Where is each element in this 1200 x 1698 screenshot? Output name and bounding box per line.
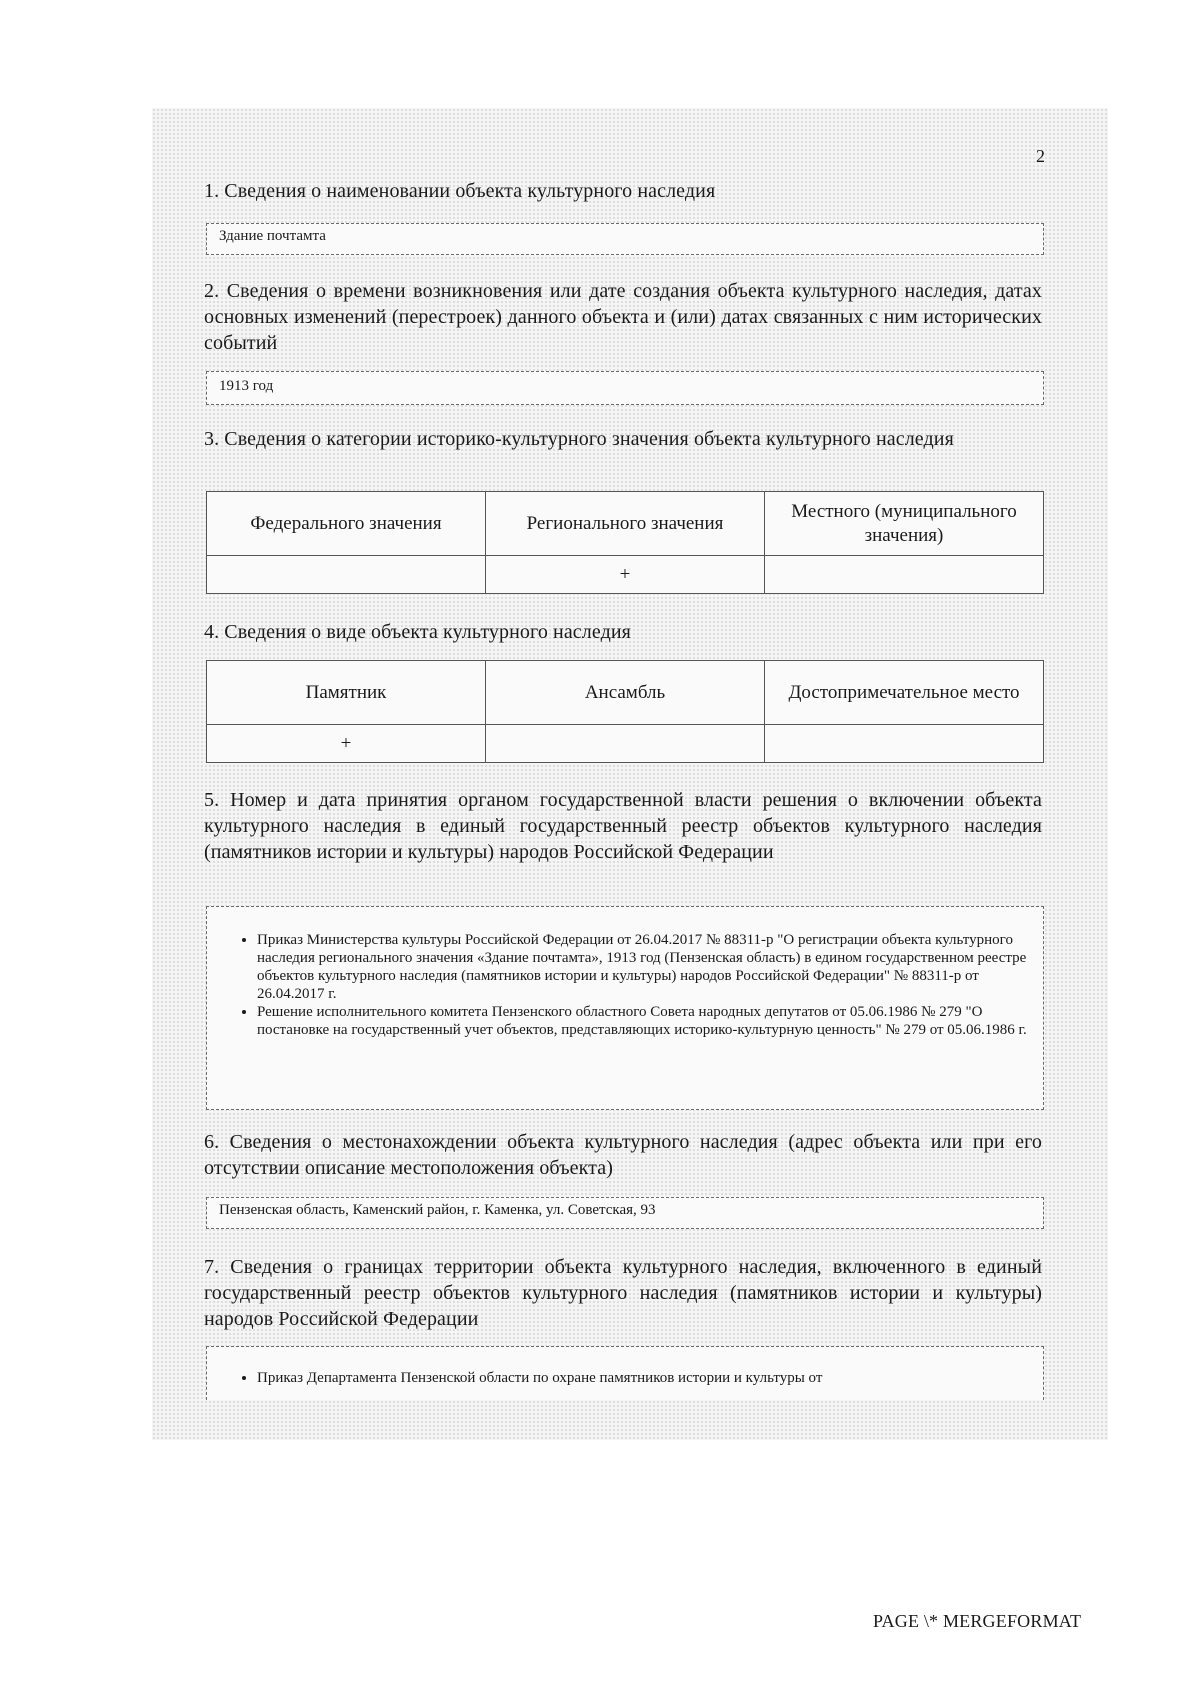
section-6-value: Пензенская область, Каменский район, г. Каменка, ул. Советская, 93: [206, 1197, 1044, 1229]
section-3-table: [206, 491, 1044, 594]
section-2-value: 1913 год: [206, 371, 1044, 405]
category-regional-mark: +: [486, 556, 765, 594]
section-6-heading: 6. Сведения о местонахождении объекта культурного наследия (адрес объекта или при его отсутствии описание местоположения объекта): [204, 1131, 1042, 1179]
type-landmark-header: Достопримечательное место: [765, 661, 1044, 725]
section-3-heading: 3. Сведения о категории историко-культурного значения объекта культурного наследия: [204, 428, 954, 450]
category-federal-header: Федерального значения: [207, 492, 486, 556]
list-item: • Приказ Департамента Пензенской области по охране памятников истории и культуры от: [257, 1369, 1043, 1387]
section-1-heading: 1. Сведения о наименовании объекта культурного наследия: [204, 180, 716, 202]
type-monument-mark: +: [207, 725, 486, 763]
section-5-box: [206, 906, 1044, 1110]
list-item: • Приказ Министерства культуры Российской Федерации от 26.04.2017 № 88311-р "О регистрации объекта культурного наследия регионального значения «Здание почтамта», 1913 год (Пензенская область) в едином государственном реестре объектов культурного наследия (памятников истории и культуры) народов Российской Федерации" № 88311-р от 26.04.2017 г.: [257, 931, 1043, 1003]
page-number: 2: [1036, 146, 1045, 166]
type-landmark-mark: [765, 725, 1044, 763]
section-4-table: [206, 660, 1044, 763]
boundaries-list: [207, 1369, 1043, 1387]
registry-decisions-list: [207, 931, 1043, 1039]
type-ensemble-mark: [486, 725, 765, 763]
section-2-heading: 2. Сведения о времени возникновения или дате создания объекта культурного наследия, датах основных изменений (перестроек) данного объекта и (или) датах связанных с ним исторических событий: [204, 280, 1042, 354]
category-local-mark: [765, 556, 1044, 594]
section-4-heading: 4. Сведения о виде объекта культурного наследия: [204, 621, 631, 643]
section-1-value: Здание почтамта: [206, 223, 1044, 255]
section-7-heading: 7. Сведения о границах территории объекта культурного наследия, включенного в единый государственный реестр объектов культурного наследия (памятников истории и культуры) народов Российской Федерации: [204, 1256, 1042, 1330]
category-local-header: Местного (муниципального значения): [765, 492, 1044, 556]
type-ensemble-header: Ансамбль: [486, 661, 765, 725]
section-7-box: [206, 1346, 1044, 1400]
section-5-heading: 5. Номер и дата принятия органом государственной власти решения о включении объекта культурного наследия в единый государственный реестр объектов культурного наследия (памятников истории и культуры) народов Российской Федерации: [204, 789, 1042, 863]
type-monument-header: Памятник: [207, 661, 486, 725]
category-federal-mark: [207, 556, 486, 594]
page-footer-field: PAGE \* MERGEFORMAT: [873, 1611, 1082, 1631]
list-item: • Решение исполнительного комитета Пензенского областного Совета народных депутатов от 05.06.1986 № 279 "О постановке на государственный учет объектов, представляющих историко-культурную ценность" № 279 от 05.06.1986 г.: [257, 1003, 1043, 1039]
category-regional-header: Регионального значения: [486, 492, 765, 556]
